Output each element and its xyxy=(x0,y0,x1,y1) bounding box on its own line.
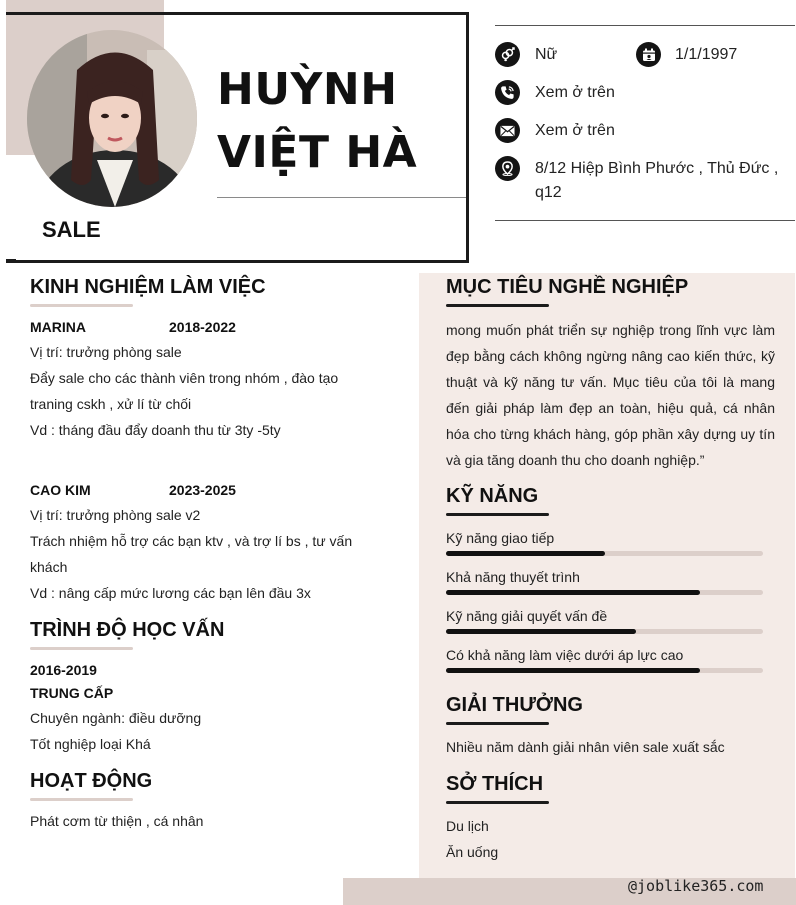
skill-bar-fill xyxy=(446,668,700,673)
candidate-name-line1: HUỲNH xyxy=(217,64,398,115)
skills-title: KỸ NĂNG xyxy=(446,485,539,507)
candidate-name xyxy=(217,58,417,184)
job2-company: CAO KIM xyxy=(30,482,91,498)
skill-label: Kỹ năng giải quyết vấn đề xyxy=(446,608,608,624)
job-role: SALE xyxy=(42,217,101,242)
education-major: Chuyên ngành: điều dưỡng xyxy=(30,710,202,726)
job2-period: 2023-2025 xyxy=(169,482,236,498)
awards-title: GIẢI THƯỞNG xyxy=(446,694,583,716)
hobbies-title-underline xyxy=(446,801,549,804)
skill-label: Khả năng thuyết trình xyxy=(446,569,580,585)
job1-position: Vị trí: trưởng phòng sale xyxy=(30,344,182,360)
education-level: TRUNG CẤP xyxy=(30,685,114,701)
calendar-icon xyxy=(636,42,661,67)
job1-example: Vd : tháng đầu đẩy doanh thu từ 3ty -5ty xyxy=(30,422,281,438)
activities-item: Phát cơm từ thiện , cá nhân xyxy=(30,813,204,829)
address-line1: 8/12 Hiệp Bình Phước , Thủ Đức , xyxy=(535,160,779,177)
skill-label: Có khả năng làm việc dưới áp lực cao xyxy=(446,647,684,663)
email-icon xyxy=(495,118,520,143)
name-divider xyxy=(217,197,466,198)
experience-title-underline xyxy=(30,304,133,307)
skills-title-underline xyxy=(446,513,549,516)
activities-title-underline xyxy=(30,798,133,801)
birthday-value: 1/1/1997 xyxy=(675,46,738,63)
job2-example: Vd : nâng cấp mức lương các bạn lên đầu 3x xyxy=(30,585,311,601)
info-divider-top xyxy=(495,25,795,26)
job1-desc-line2: traning cskh , xử lí từ chối xyxy=(30,396,192,412)
skill-bar-fill xyxy=(446,590,700,595)
job2-desc-line1: Trách nhiệm hỗ trợ các bạn ktv , và trợ lí bs , tư vấn xyxy=(30,533,353,549)
phone-icon xyxy=(495,80,520,105)
education-title-underline xyxy=(30,647,133,650)
skill-bar xyxy=(446,668,763,673)
skill-label: Kỹ năng giao tiếp xyxy=(446,530,555,546)
awards-item: Nhiều năm dành giải nhân viên sale xuất sắc xyxy=(446,739,725,755)
hobby-item: Du lịch xyxy=(446,818,489,834)
objective-title-underline xyxy=(446,304,549,307)
hobby-item: Ăn uống xyxy=(446,844,499,860)
header-frame-bottom-left xyxy=(6,259,16,262)
candidate-name-line2: VIỆT HÀ xyxy=(217,127,418,178)
skill-bar xyxy=(446,590,763,595)
objective-text: mong muốn phát triển sự nghiệp trong lĩnh vực làm đẹp bằng cách không ngừng nâng cao kiến thức, kỹ thuật và kỹ năng tư vấn. Mục tiêu của tôi là mang đến giải pháp làm đẹp an toàn, hiệu quả, cá nhân hóa cho từng khách hàng, góp phần xây dựng uy tín và gia tăng doanh thu cho doanh nghiệp.” xyxy=(446,322,775,468)
education-grade: Tốt nghiệp loại Khá xyxy=(30,736,151,752)
footer-watermark: @joblike365.com xyxy=(628,877,764,895)
education-title: TRÌNH ĐỘ HỌC VẤN xyxy=(30,619,225,641)
job1-desc-line1: Đẩy sale cho các thành viên trong nhóm , đào tạo xyxy=(30,370,339,386)
experience-title: KINH NGHIỆM LÀM VIỆC xyxy=(30,276,266,298)
job2-desc-line2: khách xyxy=(30,559,68,575)
gender-icon xyxy=(495,42,520,67)
info-divider-bottom xyxy=(495,220,795,221)
objective-title: MỤC TIÊU NGHỀ NGHIỆP xyxy=(446,276,689,298)
education-period: 2016-2019 xyxy=(30,662,97,678)
gender-value: Nữ xyxy=(535,46,558,63)
skill-bar xyxy=(446,551,763,556)
location-icon xyxy=(495,156,520,181)
skill-bar-fill xyxy=(446,629,636,634)
skill-bar xyxy=(446,629,763,634)
profile-photo xyxy=(27,30,197,207)
awards-title-underline xyxy=(446,722,549,725)
job1-period: 2018-2022 xyxy=(169,319,236,335)
job2-position: Vị trí: trưởng phòng sale v2 xyxy=(30,507,201,523)
activities-title: HOẠT ĐỘNG xyxy=(30,770,153,792)
job1-company: MARINA xyxy=(30,319,86,335)
skill-bar-fill xyxy=(446,551,605,556)
hobbies-title: SỞ THÍCH xyxy=(446,773,544,795)
email-value: Xem ở trên xyxy=(535,122,615,139)
phone-value: Xem ở trên xyxy=(535,84,615,101)
address-line2: q12 xyxy=(535,184,562,201)
